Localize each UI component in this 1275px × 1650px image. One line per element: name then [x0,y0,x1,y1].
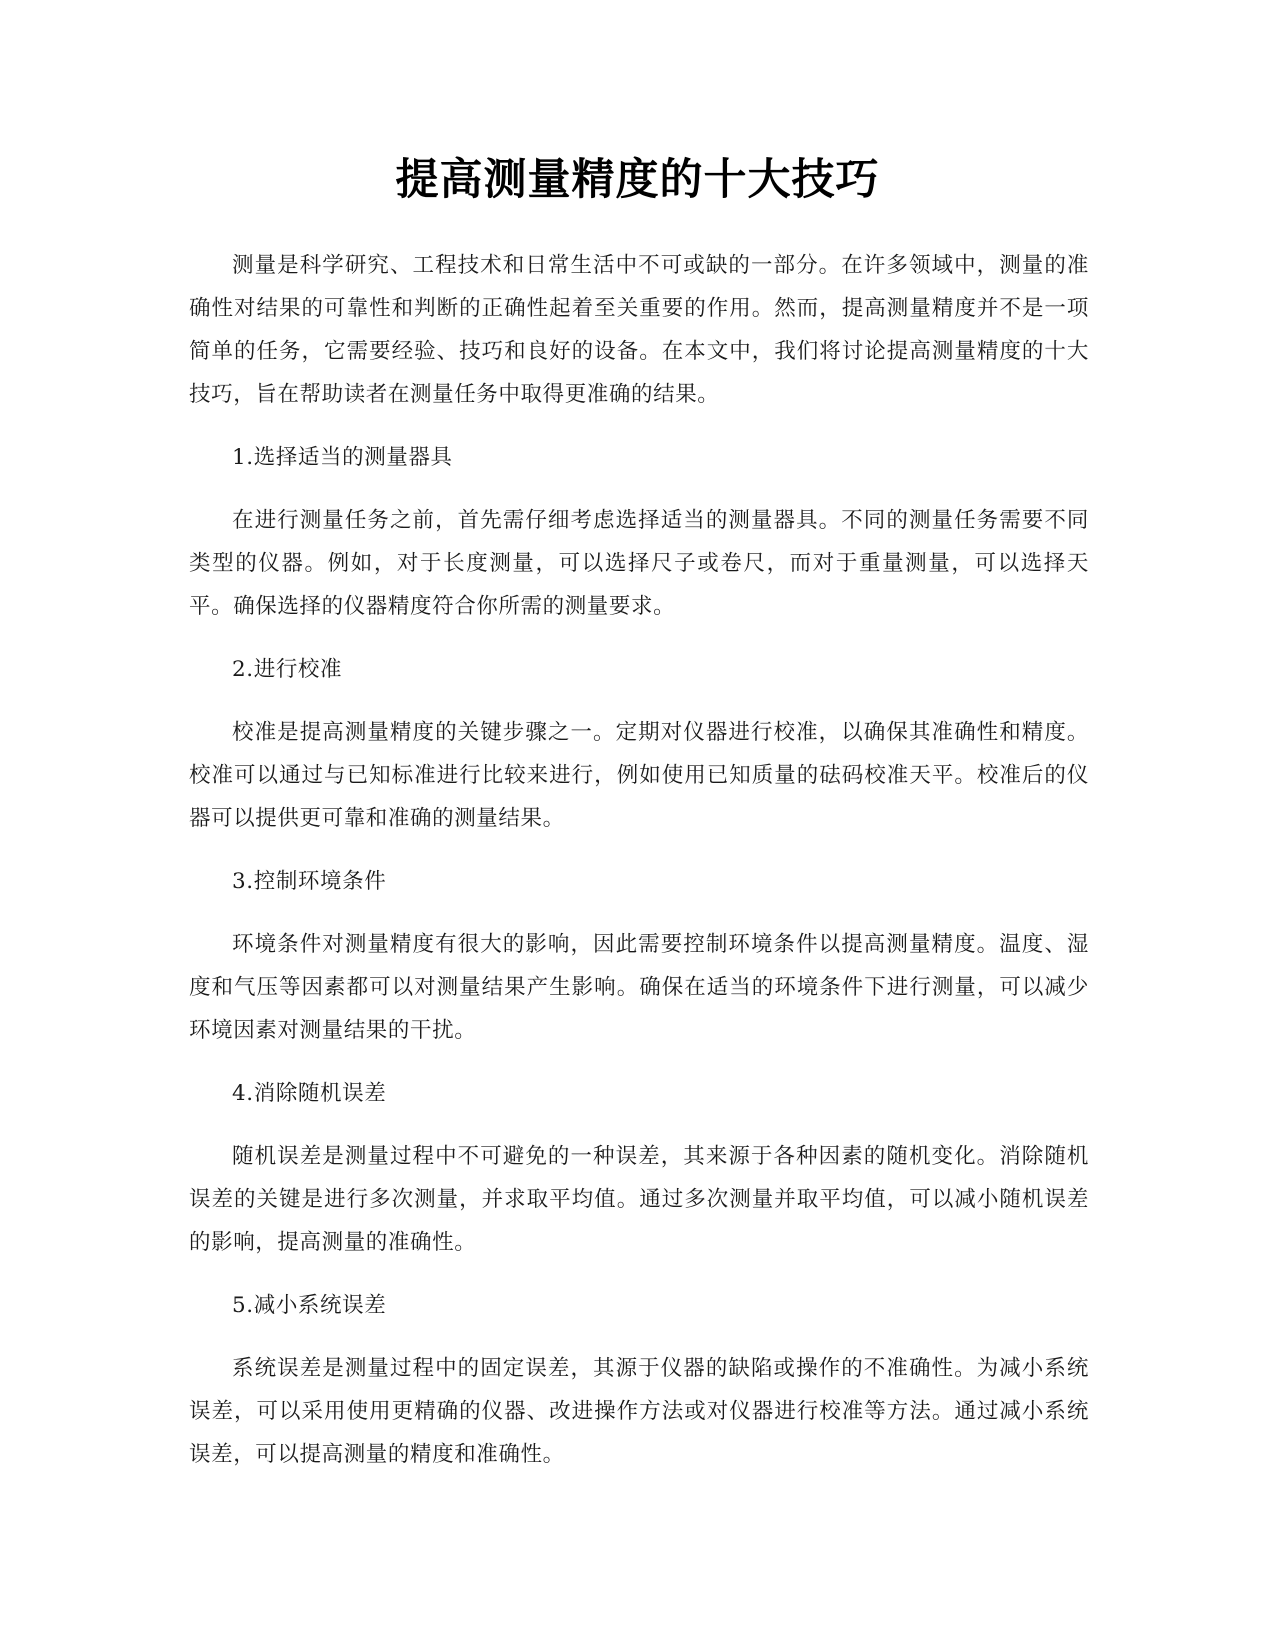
section-heading-3: 3.控制环境条件 [232,869,387,894]
section-body-2: 校准是提高测量精度的关键步骤之一。定期对仪器进行校准，以确保其准确性和精度。校准可以通过与已知标准进行比较来进行，例如使用已知质量的砝码校准天平。校准后的仪器可以提供更可靠和准确的测量结果。 [189,720,1089,831]
section-heading-5: 5.减小系统误差 [232,1293,387,1318]
section-heading-4: 4.消除随机误差 [232,1081,387,1106]
section-body-3: 环境条件对测量精度有很大的影响，因此需要控制环境条件以提高测量精度。温度、湿度和气压等因素都可以对测量结果产生影响。确保在适当的环境条件下进行测量，可以减少环境因素对测量结果的干扰。 [189,932,1089,1043]
intro-paragraph: 测量是科学研究、工程技术和日常生活中不可或缺的一部分。在许多领域中，测量的准确性对结果的可靠性和判断的正确性起着至关重要的作用。然而，提高测量精度并不是一项简单的任务，它需要经验、技巧和良好的设备。在本文中，我们将讨论提高测量精度的十大技巧，旨在帮助读者在测量任务中取得更准确的结果。 [189,253,1089,407]
document-body [189,244,1089,1496]
section-body-4: 随机误差是测量过程中不可避免的一种误差，其来源于各种因素的随机变化。消除随机误差的关键是进行多次测量，并求取平均值。通过多次测量并取平均值，可以减小随机误差的影响，提高测量的准确性。 [189,1144,1089,1255]
section-heading-2: 2.进行校准 [232,657,343,682]
section-body-5: 系统误差是测量过程中的固定误差，其源于仪器的缺陷或操作的不准确性。为减小系统误差，可以采用使用更精确的仪器、改进操作方法或对仪器进行校准等方法。通过减小系统误差，可以提高测量的精度和准确性。 [189,1356,1089,1467]
document-title: 提高测量精度的十大技巧 [395,155,880,205]
section-body-1: 在进行测量任务之前，首先需仔细考虑选择适当的测量器具。不同的测量任务需要不同类型的仪器。例如，对于长度测量，可以选择尺子或卷尺，而对于重量测量，可以选择天平。确保选择的仪器精度符合你所需的测量要求。 [189,508,1089,619]
section-heading-1: 1.选择适当的测量器具 [232,445,453,470]
